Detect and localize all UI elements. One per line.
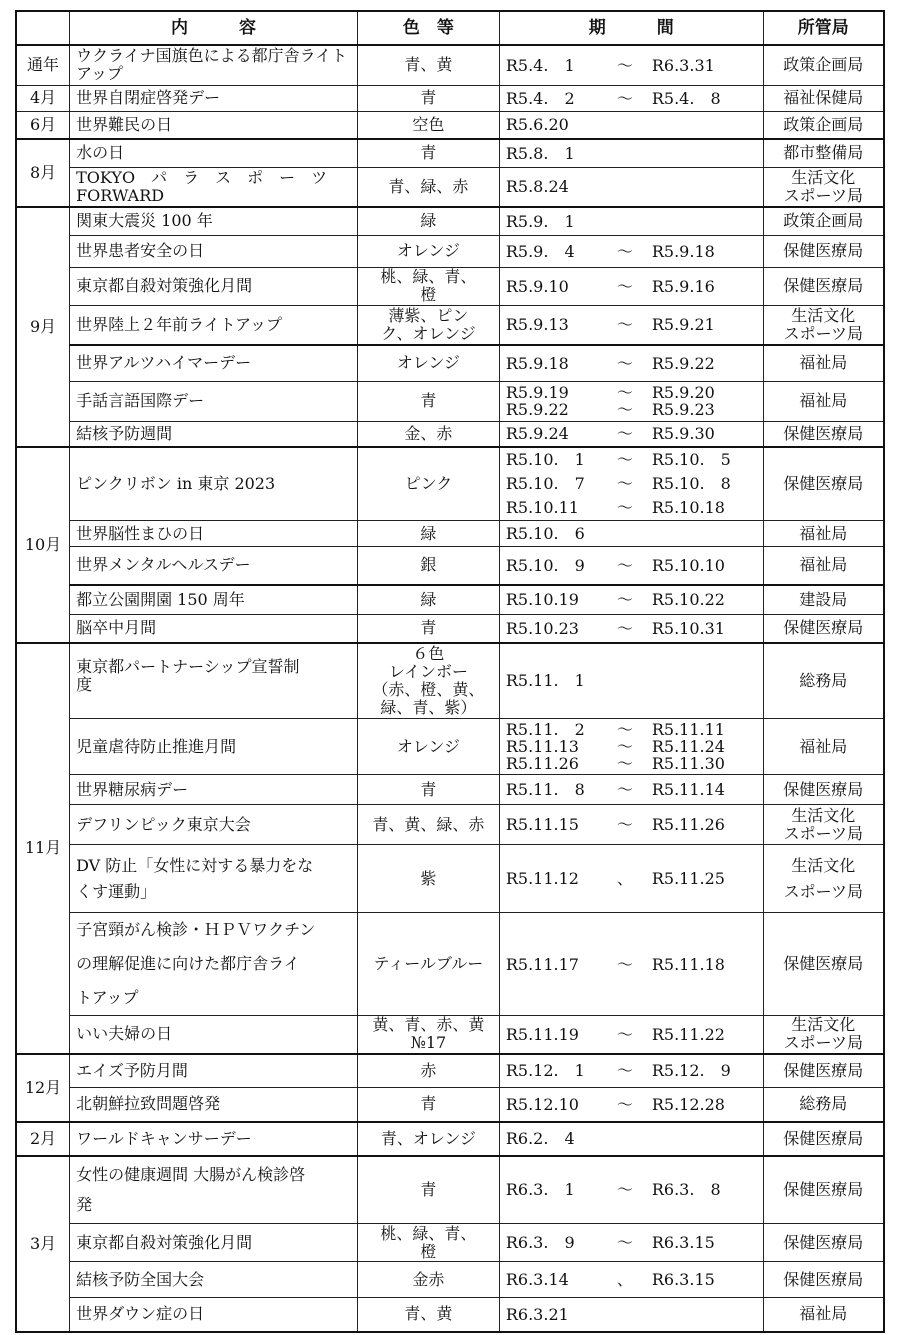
period-sep: ～ (616, 555, 633, 575)
period-end: R5.9.16 (651, 276, 715, 296)
content-cell: TOKYO パ ラ ス ポ ー ツ FORWARD (70, 167, 358, 207)
header-row (16, 11, 884, 45)
period-end: R5.10. 8 (651, 474, 731, 493)
period-sep: 、 (616, 1270, 633, 1289)
period-sep: ～ (616, 1233, 633, 1252)
table-row (16, 139, 884, 167)
period-cell (499, 719, 763, 775)
period-cell (499, 643, 763, 719)
period-cell (499, 235, 763, 267)
period-cell (499, 207, 763, 235)
period-sep: ～ (616, 241, 633, 261)
period-start: R5.11.15 (505, 815, 579, 834)
table-row (16, 1262, 884, 1298)
period-end: R5.12. 9 (651, 1061, 731, 1081)
period-sep: ～ (616, 1180, 633, 1200)
content-cell: 都立公園開園 150 周年 (70, 585, 358, 615)
table-row (16, 85, 884, 111)
content-cell: ピンクリボン in 東京 2023 (70, 447, 358, 521)
period-sep: ～ (616, 1024, 633, 1044)
dept-cell: 保健医療局 (763, 1224, 884, 1262)
table-row (16, 719, 884, 775)
dept-cell: 保健医療局 (763, 421, 884, 447)
period-sep: 、 (616, 869, 633, 888)
period-cell (499, 585, 763, 615)
period-sep: ～ (616, 754, 633, 773)
table-row (16, 345, 884, 381)
period-start: R5.4. 2 (505, 88, 575, 108)
period-end: R5.11.11 (651, 720, 725, 739)
period-start: R6.3. 1 (505, 1180, 575, 1200)
dept-cell: 福祉局 (763, 1298, 884, 1332)
content-cell: 水の日 (70, 139, 358, 167)
content-cell: 関東大震災 100 年 (70, 207, 358, 235)
period-cell (499, 345, 763, 381)
content-cell: いい夫婦の日 (70, 1016, 358, 1054)
dept-cell: 都市整備局 (763, 139, 884, 167)
period-start: R5.12.10 (505, 1094, 579, 1114)
dept-cell: 建設局 (763, 585, 884, 615)
table-row (16, 615, 884, 643)
table-row (16, 845, 884, 913)
content-cell: 世界メンタルヘルスデー (70, 547, 358, 585)
month-cell: 3月 (16, 1156, 70, 1332)
period-end: R5.10.10 (651, 555, 725, 575)
period-start: R5.10.23 (505, 618, 579, 638)
color-cell: 緑 (358, 207, 500, 235)
period-start: R5.9.13 (505, 315, 569, 335)
table-row (16, 547, 884, 585)
color-cell: 青、黄、緑、赤 (358, 805, 500, 845)
color-cell: オレンジ (358, 345, 500, 381)
period-cell (499, 913, 763, 1016)
month-cell: 通年 (16, 45, 70, 85)
period-cell (499, 111, 763, 139)
period-cell (499, 85, 763, 111)
period-start: R5.9.19 (505, 383, 569, 402)
period-cell (499, 381, 763, 421)
table-row (16, 305, 884, 345)
period-cell (499, 1224, 763, 1262)
table-row (16, 111, 884, 139)
period-start: R5.9. 4 (505, 241, 575, 261)
content-cell: 世界ダウン症の日 (70, 1298, 358, 1332)
dept-cell: 政策企画局 (763, 45, 884, 85)
content-cell: エイズ予防月間 (70, 1054, 358, 1088)
color-cell: ６色 レインボー （赤、橙、黄、 緑、青、紫） (358, 643, 500, 719)
dept-cell: 福祉局 (763, 345, 884, 381)
content-cell: 世界患者安全の日 (70, 235, 358, 267)
period-cell (499, 547, 763, 585)
period-end: R5.11.14 (651, 780, 725, 799)
color-cell: 青、黄 (358, 1298, 500, 1332)
color-cell: 青 (358, 1088, 500, 1122)
content-cell: 結核予防全国大会 (70, 1262, 358, 1298)
period-start: R5.10. 7 (505, 474, 585, 493)
header-content: 内 容 (70, 11, 358, 45)
period-end: R5.10.22 (651, 590, 725, 610)
content-cell: 世界陸上２年前ライトアップ (70, 305, 358, 345)
period-start: R5.10. 9 (505, 555, 585, 575)
period-end: R6.3.31 (651, 55, 715, 75)
period-start: R5.10.11 (505, 498, 579, 517)
period-end: R5.10.31 (651, 618, 725, 638)
color-cell: 青 (358, 775, 500, 805)
period-start: R5.11.13 (505, 737, 579, 756)
period-cell (499, 845, 763, 913)
dept-cell: 政策企画局 (763, 207, 884, 235)
dept-cell: 福祉局 (763, 381, 884, 421)
dept-cell: 生活文化 スポーツ局 (763, 1016, 884, 1054)
period-start: R5.10. 6 (505, 524, 585, 543)
table-row (16, 913, 884, 1016)
dept-cell: 福祉局 (763, 719, 884, 775)
color-cell: 桃、緑、青、 橙 (358, 267, 500, 305)
period-sep: ～ (616, 720, 633, 739)
dept-cell: 保健医療局 (763, 447, 884, 521)
period-start: R5.8. 1 (505, 143, 575, 163)
color-cell: 青 (358, 615, 500, 643)
color-cell: 青 (358, 139, 500, 167)
color-cell: 赤 (358, 1054, 500, 1088)
color-cell: 青、オレンジ (358, 1122, 500, 1156)
period-start: R5.11. 2 (505, 720, 585, 739)
period-sep: ～ (616, 450, 633, 469)
table-row (16, 643, 884, 719)
color-cell: オレンジ (358, 235, 500, 267)
period-start: R5.9.24 (505, 424, 569, 444)
dept-cell: 保健医療局 (763, 775, 884, 805)
period-start: R5.4. 1 (505, 55, 575, 75)
dept-cell: 保健医療局 (763, 1262, 884, 1298)
dept-cell: 保健医療局 (763, 267, 884, 305)
dept-cell: 福祉保健局 (763, 85, 884, 111)
color-cell: 緑 (358, 521, 500, 547)
month-cell: 4月 (16, 85, 70, 111)
period-sep: ～ (616, 400, 633, 419)
dept-cell: 総務局 (763, 643, 884, 719)
content-cell: 女性の健康週間 大腸がん検診啓 発 (70, 1156, 358, 1224)
period-end: R5.9.18 (651, 241, 715, 261)
color-cell: 青 (358, 1156, 500, 1224)
period-sep: ～ (616, 618, 633, 638)
content-cell: 世界脳性まひの日 (70, 521, 358, 547)
period-cell (499, 139, 763, 167)
period-start: R5.9.10 (505, 276, 569, 296)
period-sep: ～ (616, 590, 633, 610)
period-start: R5.11. 1 (505, 671, 585, 691)
period-sep: ～ (616, 737, 633, 756)
color-cell: 空色 (358, 111, 500, 139)
period-sep: ～ (616, 88, 633, 108)
dept-cell: 福祉局 (763, 521, 884, 547)
period-end: R5.11.26 (651, 815, 725, 834)
period-cell (499, 305, 763, 345)
color-cell: ティールブルー (358, 913, 500, 1016)
period-end: R5.11.30 (651, 754, 725, 773)
dept-cell: 生活文化 スポーツ局 (763, 305, 884, 345)
period-start: R6.3.21 (505, 1304, 569, 1324)
period-sep: ～ (616, 353, 633, 373)
color-cell: 青 (358, 381, 500, 421)
period-cell (499, 267, 763, 305)
schedule-table-wrapper (15, 10, 885, 1333)
period-cell (499, 775, 763, 805)
period-end: R6.3.15 (651, 1233, 715, 1252)
period-start: R6.3.14 (505, 1270, 569, 1289)
dept-cell: 保健医療局 (763, 1122, 884, 1156)
period-cell (499, 1088, 763, 1122)
period-start: R5.11.19 (505, 1024, 579, 1044)
period-end: R5.11.25 (651, 869, 725, 888)
color-cell: オレンジ (358, 719, 500, 775)
content-cell: 東京都パートナーシップ宣誓制 度 (70, 643, 358, 719)
period-cell (499, 1156, 763, 1224)
period-cell (499, 1054, 763, 1088)
period-end: R5.9.30 (651, 424, 715, 444)
period-end: R5.9.23 (651, 400, 715, 419)
table-row (16, 1224, 884, 1262)
header-dept: 所管局 (763, 11, 884, 45)
period-end: R5.10. 5 (651, 450, 731, 469)
content-cell: 世界難民の日 (70, 111, 358, 139)
period-cell (499, 1262, 763, 1298)
color-cell: 桃、緑、青、 橙 (358, 1224, 500, 1262)
header-color: 色 等 (358, 11, 500, 45)
content-cell: 世界自閉症啓発デー (70, 85, 358, 111)
period-sep: ～ (616, 498, 633, 517)
dept-cell: 保健医療局 (763, 913, 884, 1016)
content-cell: 東京都自殺対策強化月間 (70, 1224, 358, 1262)
content-cell: 児童虐待防止推進月間 (70, 719, 358, 775)
month-cell: 10月 (16, 447, 70, 643)
period-start: R6.2. 4 (505, 1129, 575, 1148)
header-period: 期 間 (499, 11, 763, 45)
period-start: R5.9.22 (505, 400, 569, 419)
period-start: R6.3. 9 (505, 1233, 575, 1252)
content-cell: DV 防止「女性に対する暴力をな くす運動」 (70, 845, 358, 913)
month-cell: 6月 (16, 111, 70, 139)
period-cell (499, 1016, 763, 1054)
dept-cell: 保健医療局 (763, 1156, 884, 1224)
table-row (16, 421, 884, 447)
dept-cell: 生活文化 スポーツ局 (763, 845, 884, 913)
period-cell (499, 1122, 763, 1156)
period-end: R5.9.21 (651, 315, 715, 335)
table-row (16, 45, 884, 85)
month-cell: 9月 (16, 207, 70, 447)
table-row (16, 521, 884, 547)
content-cell: 手話言語国際デー (70, 381, 358, 421)
period-sep: ～ (616, 780, 633, 799)
table-row (16, 805, 884, 845)
period-sep: ～ (616, 315, 633, 335)
period-cell (499, 1298, 763, 1332)
table-row (16, 167, 884, 207)
table-row (16, 1016, 884, 1054)
period-cell (499, 421, 763, 447)
content-cell: 東京都自殺対策強化月間 (70, 267, 358, 305)
color-cell: 金、赤 (358, 421, 500, 447)
dept-cell: 総務局 (763, 1088, 884, 1122)
period-cell (499, 167, 763, 207)
table-row (16, 1054, 884, 1088)
period-cell (499, 805, 763, 845)
table-row (16, 235, 884, 267)
content-cell: 脳卒中月間 (70, 615, 358, 643)
month-cell: 12月 (16, 1054, 70, 1122)
period-start: R5.10. 1 (505, 450, 585, 469)
color-cell: 金赤 (358, 1262, 500, 1298)
table-row (16, 1122, 884, 1156)
period-sep: ～ (616, 1094, 633, 1114)
color-cell: ピンク (358, 447, 500, 521)
color-cell: 青 (358, 85, 500, 111)
month-cell: 8月 (16, 139, 70, 207)
content-cell: 子宮頸がん検診・ＨＰＶワクチン の理解促進に向けた都庁舎ライ トアップ (70, 913, 358, 1016)
period-cell (499, 447, 763, 521)
color-cell: 薄紫、ピン ク、オレンジ (358, 305, 500, 345)
period-end: R5.11.22 (651, 1024, 725, 1044)
content-cell: 北朝鮮拉致問題啓発 (70, 1088, 358, 1122)
color-cell: 青、緑、赤 (358, 167, 500, 207)
period-end: R6.3. 8 (651, 1180, 721, 1200)
month-cell: 11月 (16, 643, 70, 1054)
period-start: R5.11. 8 (505, 780, 585, 799)
content-cell: デフリンピック東京大会 (70, 805, 358, 845)
dept-cell: 保健医療局 (763, 615, 884, 643)
table-row (16, 775, 884, 805)
period-cell (499, 615, 763, 643)
dept-cell: 生活文化 スポーツ局 (763, 167, 884, 207)
period-sep: ～ (616, 474, 633, 493)
period-end: R6.3.15 (651, 1270, 715, 1289)
content-cell: 世界糖尿病デー (70, 775, 358, 805)
period-sep: ～ (616, 1061, 633, 1081)
period-end: R5.4. 8 (651, 88, 721, 108)
period-sep: ～ (616, 276, 633, 296)
table-row (16, 1156, 884, 1224)
dept-cell: 保健医療局 (763, 235, 884, 267)
content-cell: 結核予防週間 (70, 421, 358, 447)
period-end: R5.9.22 (651, 353, 715, 373)
period-start: R5.12. 1 (505, 1061, 585, 1081)
dept-cell: 福祉局 (763, 547, 884, 585)
period-start: R5.9. 1 (505, 211, 575, 231)
table-row (16, 381, 884, 421)
color-cell: 黄、青、赤、黄 №17 (358, 1016, 500, 1054)
period-end: R5.11.24 (651, 737, 725, 756)
header-month (16, 11, 70, 45)
period-start: R5.10.19 (505, 590, 579, 610)
period-start: R5.8.24 (505, 177, 569, 197)
period-start: R5.11.12 (505, 869, 579, 888)
color-cell: 銀 (358, 547, 500, 585)
lightup-schedule-table (15, 10, 885, 1333)
period-sep: ～ (616, 815, 633, 834)
period-end: R5.10.18 (651, 498, 725, 517)
color-cell: 紫 (358, 845, 500, 913)
period-cell (499, 521, 763, 547)
content-cell: ワールドキャンサーデー (70, 1122, 358, 1156)
period-start: R5.6.20 (505, 115, 569, 135)
table-row (16, 585, 884, 615)
period-sep: ～ (616, 383, 633, 402)
period-end: R5.11.18 (651, 954, 725, 974)
period-start: R5.11.17 (505, 954, 579, 974)
content-cell: 世界アルツハイマーデー (70, 345, 358, 381)
table-row (16, 1298, 884, 1332)
dept-cell: 保健医療局 (763, 1054, 884, 1088)
period-cell (499, 45, 763, 85)
content-cell: ウクライナ国旗色による都庁舎ライトアップ (70, 45, 358, 85)
table-row (16, 207, 884, 235)
month-cell: 2月 (16, 1122, 70, 1156)
dept-cell: 政策企画局 (763, 111, 884, 139)
period-sep: ～ (616, 55, 633, 75)
table-row (16, 267, 884, 305)
period-sep: ～ (616, 954, 633, 974)
dept-cell: 生活文化 スポーツ局 (763, 805, 884, 845)
color-cell: 青、黄 (358, 45, 500, 85)
table-row (16, 447, 884, 521)
period-sep: ～ (616, 424, 633, 444)
period-end: R5.9.20 (651, 383, 715, 402)
period-start: R5.11.26 (505, 754, 579, 773)
color-cell: 緑 (358, 585, 500, 615)
period-end: R5.12.28 (651, 1094, 725, 1114)
period-start: R5.9.18 (505, 353, 569, 373)
table-row (16, 1088, 884, 1122)
